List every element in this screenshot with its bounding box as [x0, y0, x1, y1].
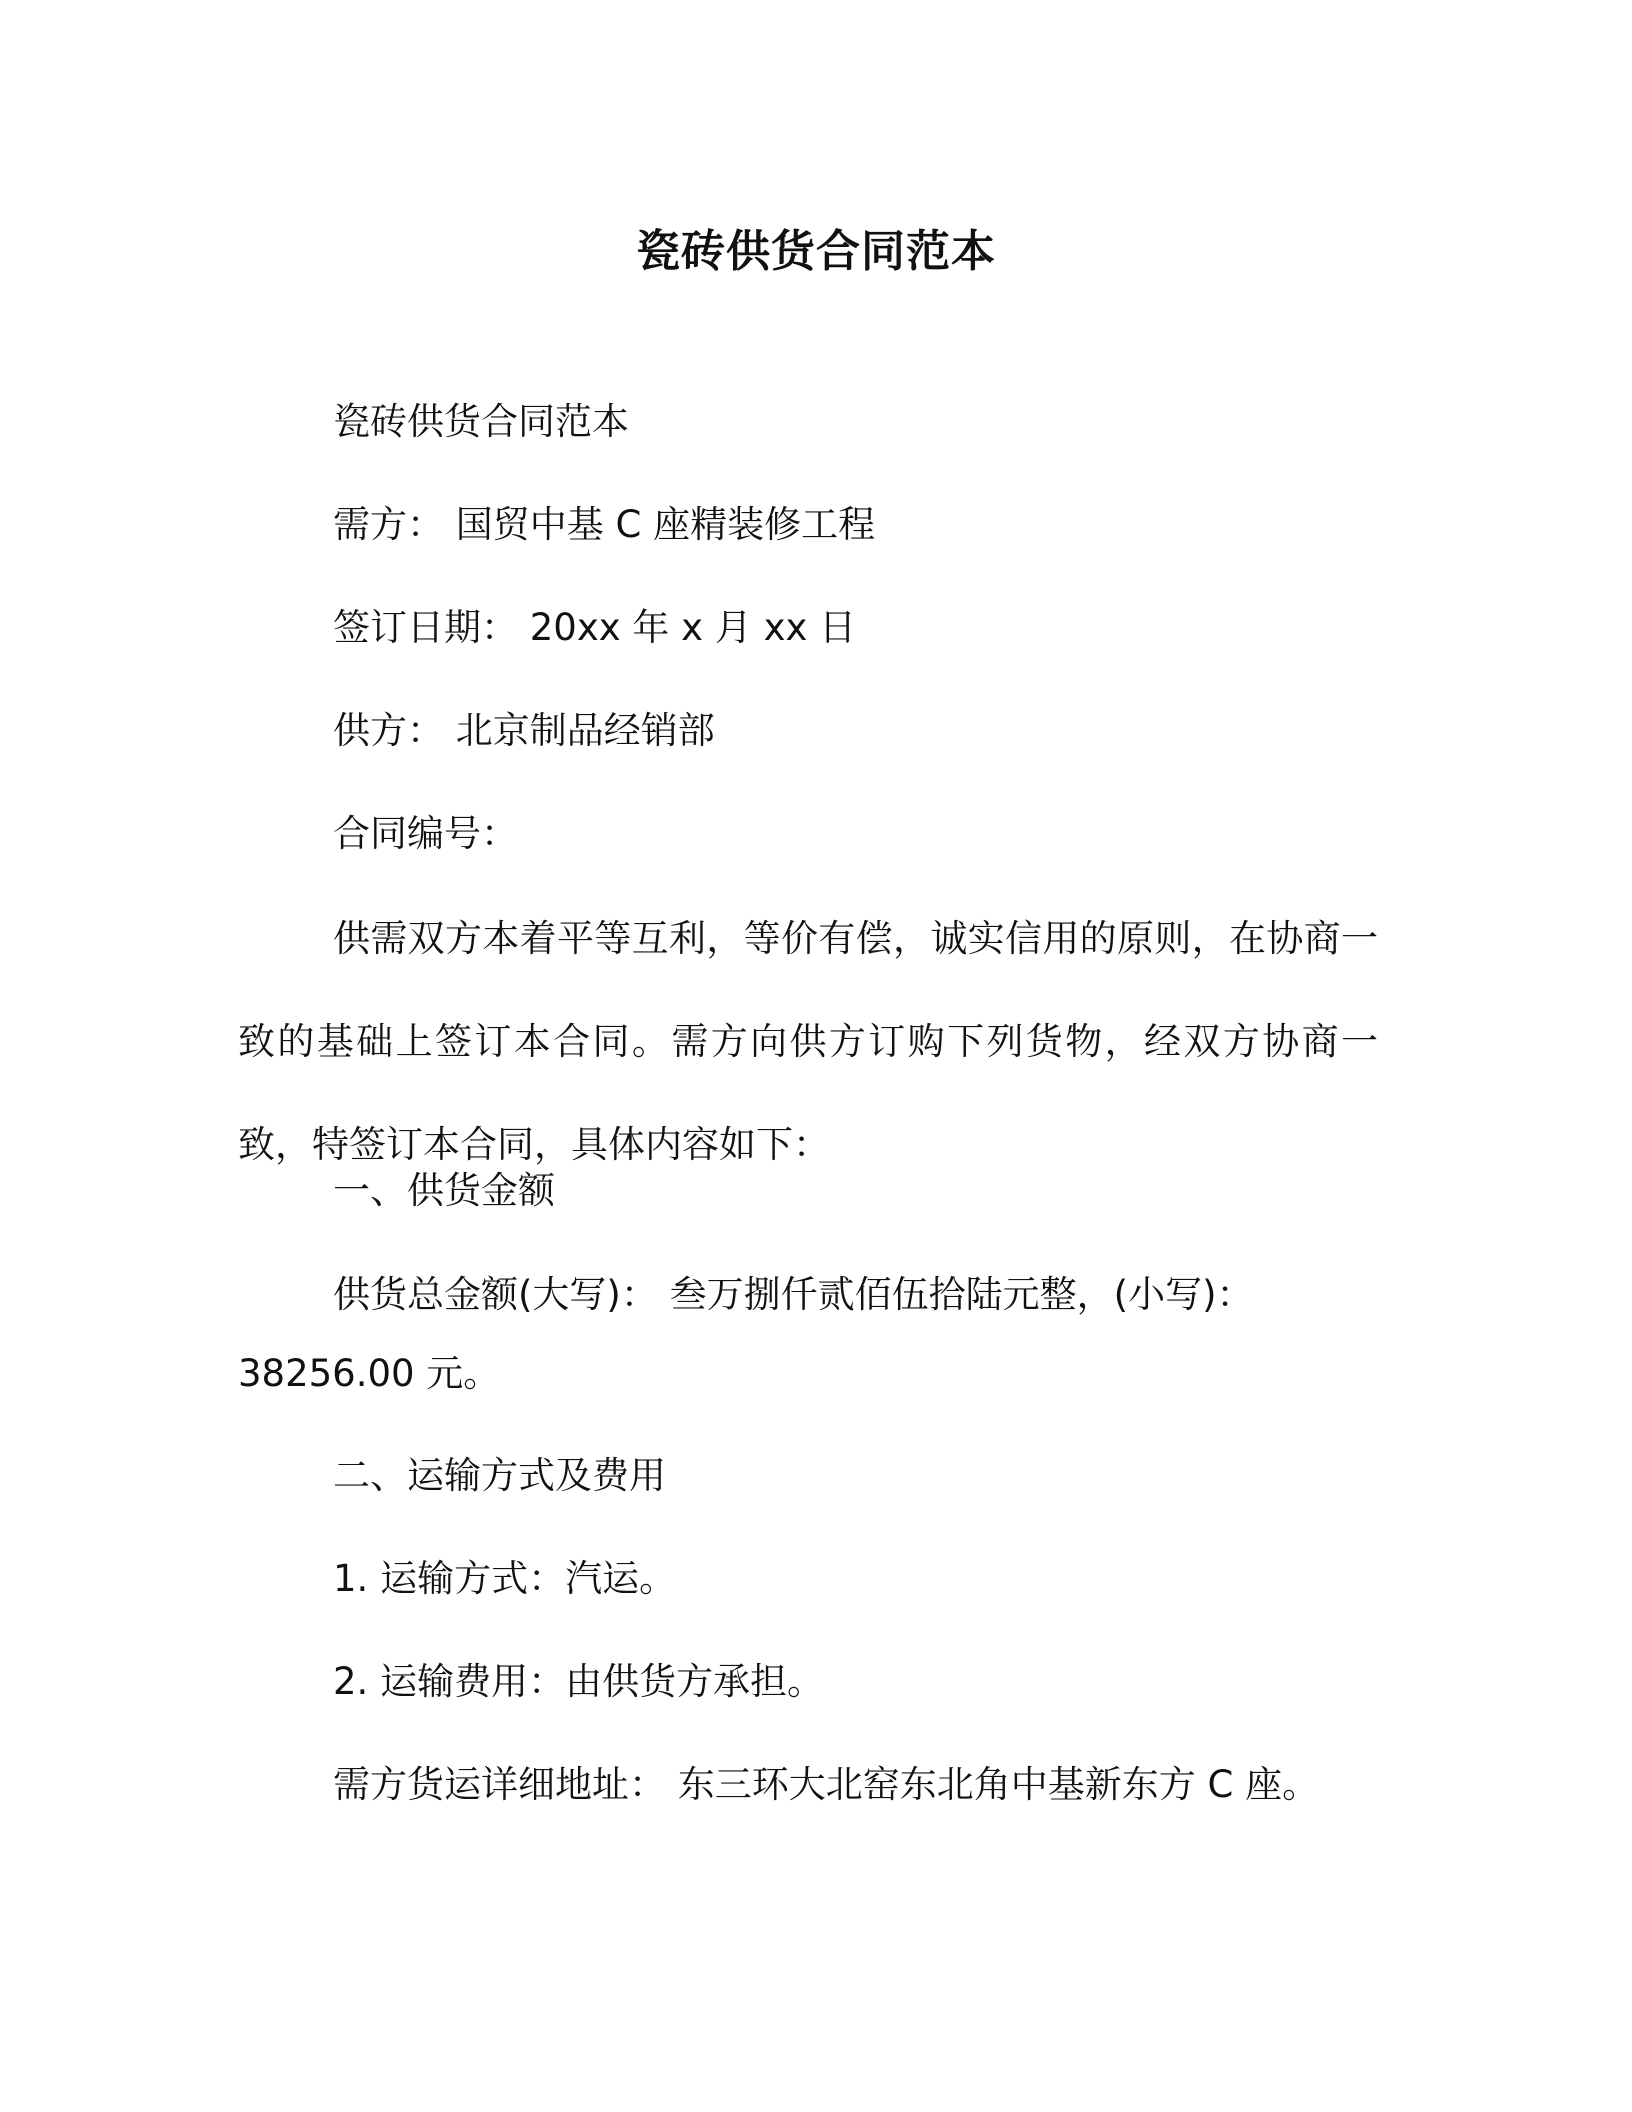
document-title: 瓷砖供货合同范本: [636, 226, 996, 277]
transport-method-line: 1. 运输方式：汽运。: [333, 1557, 677, 1600]
signing-date-line: 签订日期： 20xx 年 x 月 xx 日: [333, 606, 857, 649]
contract-number-line: 合同编号：: [333, 812, 518, 855]
amount-line-1: 供货总金额(大写)： 叁万捌仟贰佰伍拾陆元整，(小写)：: [333, 1273, 1254, 1316]
section-2-heading: 二、运输方式及费用: [333, 1454, 666, 1497]
supplier-line: 供方： 北京制品经销部: [333, 709, 715, 752]
amount-line-2: 38256.00 元。: [238, 1352, 501, 1395]
delivery-address-line: 需方货运详细地址： 东三环大北窑东北角中基新东方 C 座。: [333, 1763, 1320, 1806]
transport-cost-line: 2. 运输费用：由供货方承担。: [333, 1660, 825, 1703]
buyer-line: 需方： 国贸中基 C 座精装修工程: [333, 503, 876, 546]
document-subtitle: 瓷砖供货合同范本: [333, 400, 629, 443]
intro-paragraph: 供需双方本着平等互利，等价有偿，诚实信用的原则，在协商一致的基础上签订本合同。需方向供方订购下列货物，经双方协商一致，特签订本合同，具体内容如下：: [238, 917, 1378, 1166]
section-1-heading: 一、供货金额: [333, 1169, 555, 1212]
